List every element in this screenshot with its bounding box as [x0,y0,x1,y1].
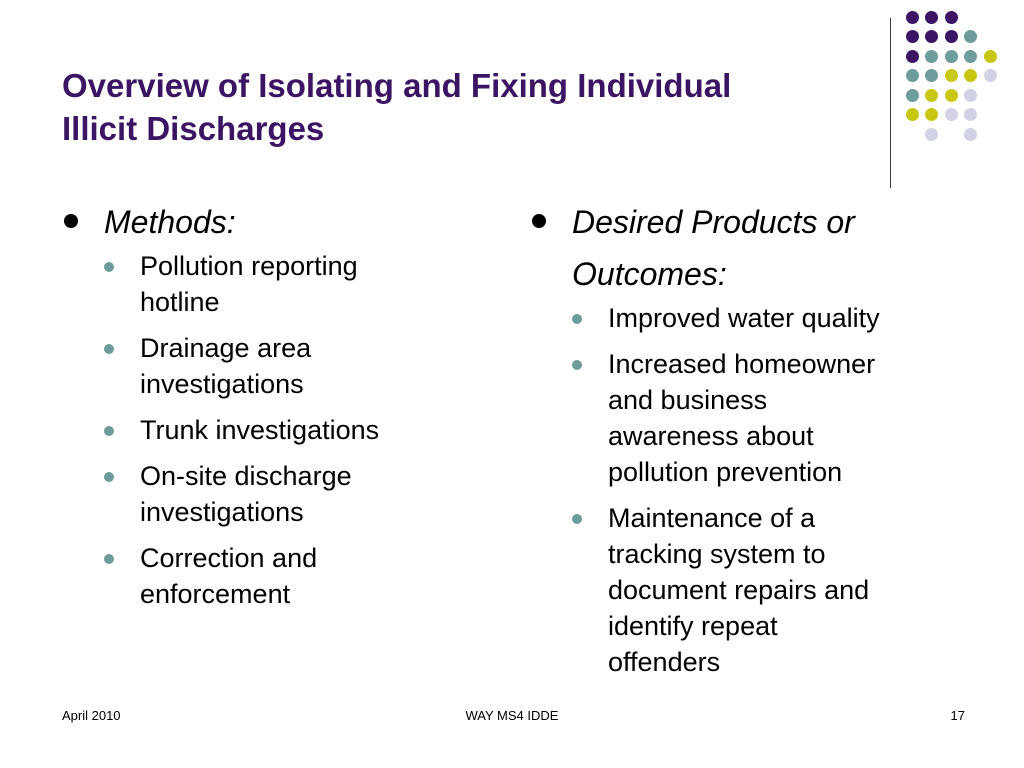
list-item [530,346,970,490]
bullet-icon [104,262,114,272]
decorative-dot [964,50,977,63]
outcomes-column [530,196,970,690]
decorative-dot [925,30,938,43]
list-item [62,458,462,530]
decorative-dot [945,89,958,102]
list-item-text: document repairs and [608,575,870,605]
decorative-dot [906,89,919,102]
list-item-text: enforcement [140,579,291,609]
list-item-text: tracking system to [608,539,826,569]
decorative-dot [945,108,958,121]
decorative-dot [964,108,977,121]
list-item [62,540,462,612]
list-item-text: Maintenance of a [608,503,816,533]
list-item-text: Drainage area [140,333,312,363]
methods-heading-text: Methods: [104,204,236,240]
decorative-dot [964,89,977,102]
list-item-text: On-site discharge [140,461,352,491]
list-item [62,330,462,402]
list-item [62,412,462,448]
decorative-dot [945,69,958,82]
footer-center-text: WAY MS4 IDDE [465,708,559,723]
decorative-dot [945,30,958,43]
outcomes-heading-line: Desired Products or [572,204,855,240]
decorative-dot [906,108,919,121]
list-item-text: investigations [140,497,304,527]
methods-column [62,196,462,622]
list-item-text: offenders [608,647,721,677]
decorative-dot [964,128,977,141]
decorative-dot [945,11,958,24]
decorative-dot [906,11,919,24]
list-item-text: Pollution reporting [140,251,358,281]
list-item-text: identify repeat [608,611,778,641]
list-item-text: and business [608,385,768,415]
list-item-text: Correction and [140,543,318,573]
list-item-text: Improved water quality [608,303,880,333]
outcomes-heading-text [572,196,970,300]
footer-page-number: 17 [950,708,965,723]
title-line-2: Illicit Discharges [62,110,325,147]
decorative-dot [964,69,977,82]
outcomes-heading-line: Outcomes: [572,256,727,292]
list-item [62,248,462,320]
list-item [530,300,970,336]
bullet-icon [572,314,582,324]
bullet-icon [104,472,114,482]
decorative-dot [925,128,938,141]
list-item-text: Increased homeowner [608,349,876,379]
bullet-icon [572,360,582,370]
decorative-dot [925,69,938,82]
list-item-text: awareness about [608,421,814,451]
bullet-icon [104,344,114,354]
bullet-icon [64,214,78,228]
decorative-dot [925,11,938,24]
decorative-dot [984,69,997,82]
methods-heading [62,196,462,248]
list-item-text: pollution prevention [608,457,843,487]
decorative-dot [964,30,977,43]
bullet-icon [104,426,114,436]
bullet-icon [104,554,114,564]
decorative-dot [925,50,938,63]
decorative-dot [925,108,938,121]
bullet-icon [572,514,582,524]
list-item [530,500,970,680]
decorative-dot [984,50,997,63]
methods-list [62,248,462,612]
list-item-text: Trunk investigations [140,415,380,445]
title-line-1: Overview of Isolating and Fixing Individual [62,67,732,104]
decorative-dot [945,50,958,63]
decorative-dot [925,89,938,102]
outcomes-list [530,300,970,680]
bullet-icon [532,214,546,228]
list-item-text: investigations [140,369,304,399]
list-item-text: hotline [140,287,220,317]
decorative-dot [906,69,919,82]
decorative-divider-line [890,18,891,188]
decorative-dot-grid [0,0,1024,200]
footer-date: April 2010 [62,708,121,723]
decorative-dot [906,50,919,63]
decorative-dot [906,30,919,43]
outcomes-heading [530,196,970,300]
